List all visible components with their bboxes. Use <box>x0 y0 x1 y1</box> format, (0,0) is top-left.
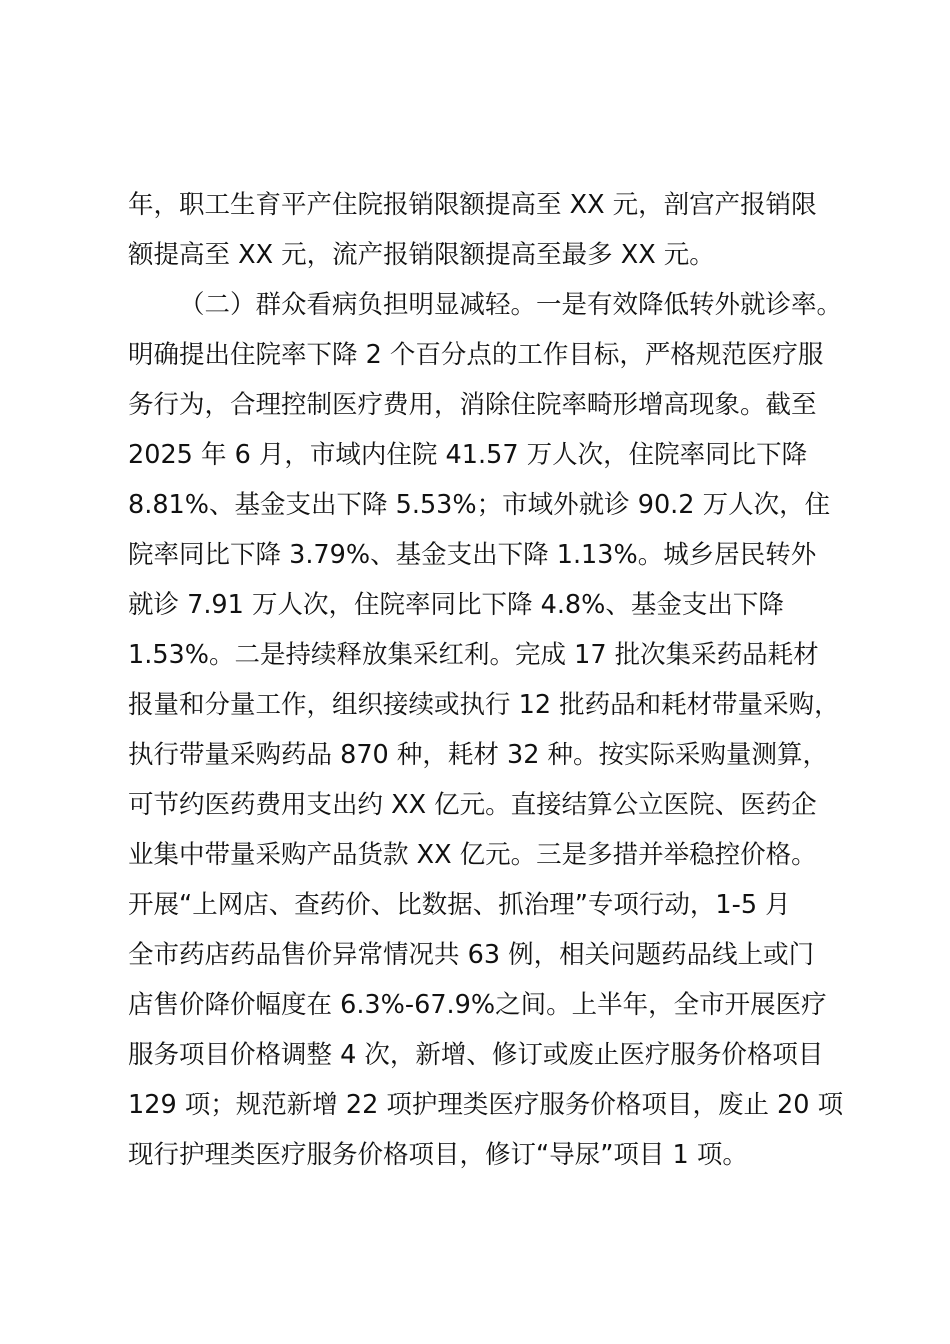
text-line: 服务项目价格调整 4 次，新增、修订或废止医疗服务价格项目 <box>128 1040 824 1070</box>
text-line: 执行带量采购药品 870 种，耗材 32 种。按实际采购量测算， <box>128 740 829 770</box>
text-line: 就诊 7.91 万人次，住院率同比下降 4.8%、基金支出下降 <box>128 590 784 620</box>
text-line: 店售价降价幅度在 6.3%-67.9%之间。上半年，全市开展医疗 <box>128 990 827 1020</box>
text-line: 现行护理类医疗服务价格项目，修订“导尿”项目 1 项。 <box>128 1140 748 1170</box>
text-line: 额提高至 XX 元，流产报销限额提高至最多 XX 元。 <box>128 240 715 270</box>
text-line: 务行为，合理控制医疗费用，消除住院率畸形增高现象。截至 <box>128 390 817 420</box>
text-line: 8.81%、基金支出下降 5.53%；市域外就诊 90.2 万人次，住 <box>128 490 831 520</box>
text-line: 明确提出住院率下降 2 个百分点的工作目标，严格规范医疗服 <box>128 340 824 370</box>
text-line: 报量和分量工作，组织接续或执行 12 批药品和耗材带量采购， <box>128 690 840 720</box>
text-line: 开展“上网店、查药价、比数据、抓治理”专项行动，1-5 月 <box>128 890 791 920</box>
text-line: 可节约医药费用支出约 XX 亿元。直接结算公立医院、医药企 <box>128 790 817 820</box>
text-line: 1.53%。二是持续释放集采红利。完成 17 批次集采药品耗材 <box>128 640 819 670</box>
paragraph-heading-line: （二）群众看病负担明显减轻。一是有效降低转外就诊率。 <box>179 290 843 320</box>
text-line: 业集中带量采购产品货款 XX 亿元。三是多措并举稳控价格。 <box>128 840 817 870</box>
text-line: 2025 年 6 月，市域内住院 41.57 万人次，住院率同比下降 <box>128 440 808 470</box>
text-line: 院率同比下降 3.79%、基金支出下降 1.13%。城乡居民转外 <box>128 540 817 570</box>
text-line: 全市药店药品售价异常情况共 63 例，相关问题药品线上或门 <box>128 940 815 970</box>
text-line: 129 项；规范新增 22 项护理类医疗服务价格项目，废止 20 项 <box>128 1090 844 1120</box>
text-line: 年，职工生育平产住院报销限额提高至 XX 元，剖宫产报销限 <box>128 190 817 220</box>
